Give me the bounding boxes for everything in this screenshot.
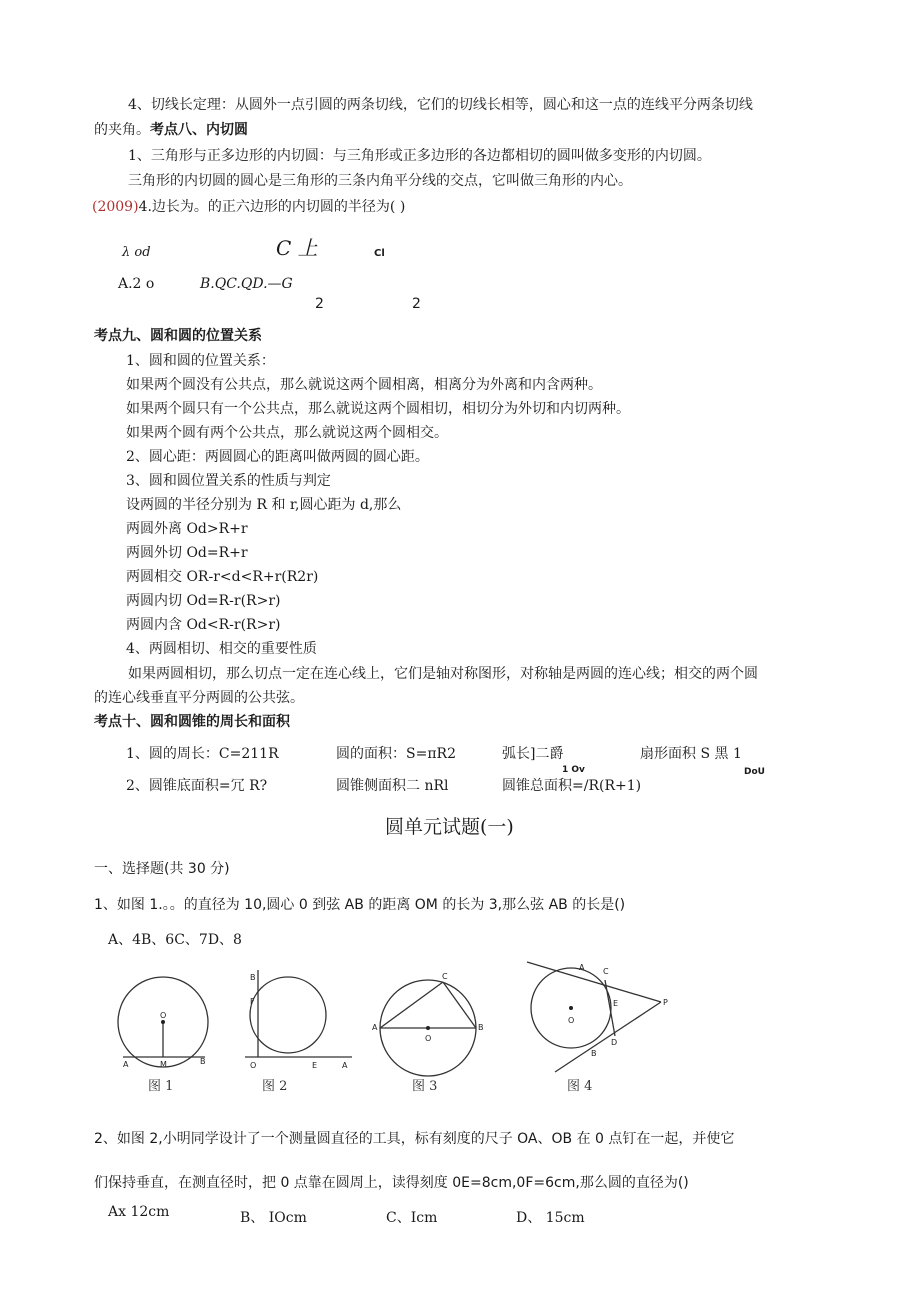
fig4-label-d: D (611, 1038, 618, 1047)
formula-arc-sub: 1 Ov (562, 765, 585, 775)
fig2-label-a: A (342, 1061, 348, 1070)
fig4-label-c: C (603, 967, 609, 976)
text-line-intersect-cond: 两圆相交 OR-r<d<R+r(R2r) (126, 569, 319, 585)
question-2-line-2: 们保持垂直，在测直径时，把 0 点靠在圆周上，读得刻度 0E=8cm,0F=6cm,那么圆的直径为() (94, 1175, 689, 1191)
formula-fragment-cl: Cl (374, 248, 385, 259)
heading-point-10: 考点十、圆和圆锥的周长和面积 (94, 714, 290, 730)
formula-circle-area: 圆的面积：S=πR2 (336, 746, 456, 762)
fig2-label-o: O (250, 1061, 257, 1070)
question-2-option-d: D、 15cm (516, 1210, 585, 1226)
question-1-options: A、4B、6C、7D、8 (108, 932, 242, 948)
fraction-denominator-2: 2 (412, 296, 421, 312)
fig1-center-dot (161, 1020, 165, 1024)
text-angle-end: 的夹角。 (94, 122, 150, 138)
fig4-label-e: E (613, 999, 619, 1008)
text-line-incenter: 三角形的内切圆的圆心是三角形的三条内角平分线的交点，它叫做三角形的内心。 (128, 173, 632, 189)
figure-2-svg (240, 960, 360, 1100)
figure-1-svg (110, 960, 220, 1100)
fig4-center-dot (569, 1006, 573, 1010)
fig3-label-o: O (425, 1034, 432, 1043)
formula-sector-sub: DoU (744, 767, 765, 777)
fig4-label-p: P (663, 998, 668, 1007)
text-line-radius-def: 设两圆的半径分别为 R 和 r,圆心距为 d,那么 (126, 497, 402, 513)
text-line-positions: 1、圆和圆的位置关系： (126, 353, 275, 369)
question-2-option-b: B、 IOcm (240, 1210, 307, 1226)
fig3-label-c: C (442, 972, 448, 981)
fig4-tangent-pb (555, 1002, 661, 1072)
question-2-line-1: 2、如图 2,小明同学设计了一个测量圆直径的工具，标有刻度的尺子 OA、OB 在 0 点钉在一起，并使它 (94, 1131, 735, 1147)
figure-4-svg (525, 960, 685, 1100)
text-line-tangent-prop: 如果两圆相切，那么切点一定在连心线上，它们是轴对称图形，对称轴是两圆的连心线；相交的两个圆 (128, 666, 758, 682)
year-tag: (2009) (92, 199, 139, 215)
problem-2009-text: 4.边长为。的正六边形的内切圆的半径为( ) (138, 199, 406, 215)
fig2-label-b: B (250, 973, 256, 982)
text-line-contain: 两圆内含 Od<R-r(R>r) (126, 617, 281, 633)
fig4-label-a: A (579, 963, 585, 972)
fraction-denominator-1: 2 (315, 296, 324, 312)
text-line-external-separate: 两圆外离 Od>R+r (126, 521, 248, 537)
figure-2 (240, 960, 360, 1100)
fig4-caption: 图 4 (567, 1079, 593, 1094)
formula-fragment-c: C 上 (276, 236, 318, 260)
heading-point-8: 考点八、内切圆 (150, 122, 248, 138)
fig2-circle (250, 977, 326, 1053)
fig1-caption: 图 1 (148, 1079, 174, 1094)
question-1: 1、如图 1.。。的直径为 10,圆心 0 到弦 AB 的距离 OM 的长为 3,那么弦 AB 的长是() (94, 897, 626, 913)
text-line-internal-tangent: 两圆内切 Od=R-r(R>r) (126, 593, 281, 609)
figure-3 (370, 960, 495, 1100)
test-title: 圆单元试题(一) (385, 816, 514, 838)
formula-fragment-lambda: λ od (122, 245, 151, 260)
fig3-caption: 图 3 (412, 1079, 438, 1094)
formula-circumference: 1、圆的周长：C=211R (126, 746, 279, 762)
formula-cone-lateral: 圆锥侧面积二 nRl (336, 778, 449, 794)
fig4-label-b: B (591, 1049, 597, 1058)
figure-1 (110, 960, 220, 1100)
fig3-label-b: B (478, 1023, 484, 1032)
figure-3-svg (370, 960, 495, 1100)
fig2-caption: 图 2 (262, 1079, 288, 1094)
fig3-label-a: A (372, 1023, 378, 1032)
text-line-incircle-def: 1、三角形与正多边形的内切圆：与三角形或正多边形的各边都相切的圆叫做多变形的内切圆。 (128, 148, 711, 164)
text-line-intersect: 如果两个圆有两个公共点，那么就说这两个圆相交。 (126, 425, 448, 441)
fig3-chord-cb (443, 982, 476, 1028)
text-line-chord-prop: 的连心线垂直平分两圆的公共弦。 (94, 690, 304, 706)
fig2-label-e: E (312, 1061, 318, 1070)
text-line-tangent-theorem: 4、切线长定理：从圆外一点引圆的两条切线，它们的切线长相等，圆心和这一点的连线平分两条切线 (128, 97, 753, 113)
fig4-label-o: O (568, 1016, 575, 1025)
formula-arc-length: 弧长]二爵 (502, 746, 564, 762)
formula-sector-area: 扇形面积 S 黑 1 (640, 746, 742, 762)
option-a-2009: A.2 ο (118, 276, 155, 292)
fig2-label-f: F (250, 997, 255, 1006)
figure-4 (525, 960, 685, 1100)
section-choice-heading: 一、选择题(共 30 分) (94, 861, 230, 877)
fig1-label-o: O (160, 1011, 167, 1020)
fig3-center-dot (426, 1026, 430, 1030)
text-line-angle (94, 121, 248, 139)
text-line-tangent: 如果两个圆只有一个公共点，那么就说这两个圆相切，相切分为外切和内切两种。 (126, 401, 630, 417)
option-bcd-2009: B.QC.QD.—G (200, 276, 293, 292)
fig1-label-a: A (123, 1060, 129, 1069)
question-2-option-c: C、Icm (386, 1210, 438, 1226)
fig4-tangent-pa (527, 962, 661, 1002)
formula-cone-base: 2、圆锥底面积=冗 R? (126, 778, 268, 794)
fig3-chord-ac (380, 982, 443, 1028)
text-line-important-props: 4、两圆相切、相交的重要性质 (126, 641, 317, 657)
text-line-center-distance: 2、圆心距：两圆圆心的距离叫做两圆的圆心距。 (126, 449, 429, 465)
text-line-problem-2009 (92, 198, 405, 216)
formula-cone-total: 圆锥总面积=/R(R+1) (502, 778, 642, 794)
text-line-separate: 如果两个圆没有公共点，那么就说这两个圆相离，相离分为外离和内含两种。 (126, 377, 602, 393)
fig1-label-b: B (200, 1057, 206, 1066)
question-2-option-a: Ax 12cm (108, 1204, 170, 1220)
fig1-label-m: M (160, 1060, 167, 1069)
heading-point-9: 考点九、圆和圆的位置关系 (94, 328, 262, 344)
text-line-properties: 3、圆和圆位置关系的性质与判定 (126, 473, 331, 489)
text-line-external-tangent: 两圆外切 Od=R+r (126, 545, 248, 561)
